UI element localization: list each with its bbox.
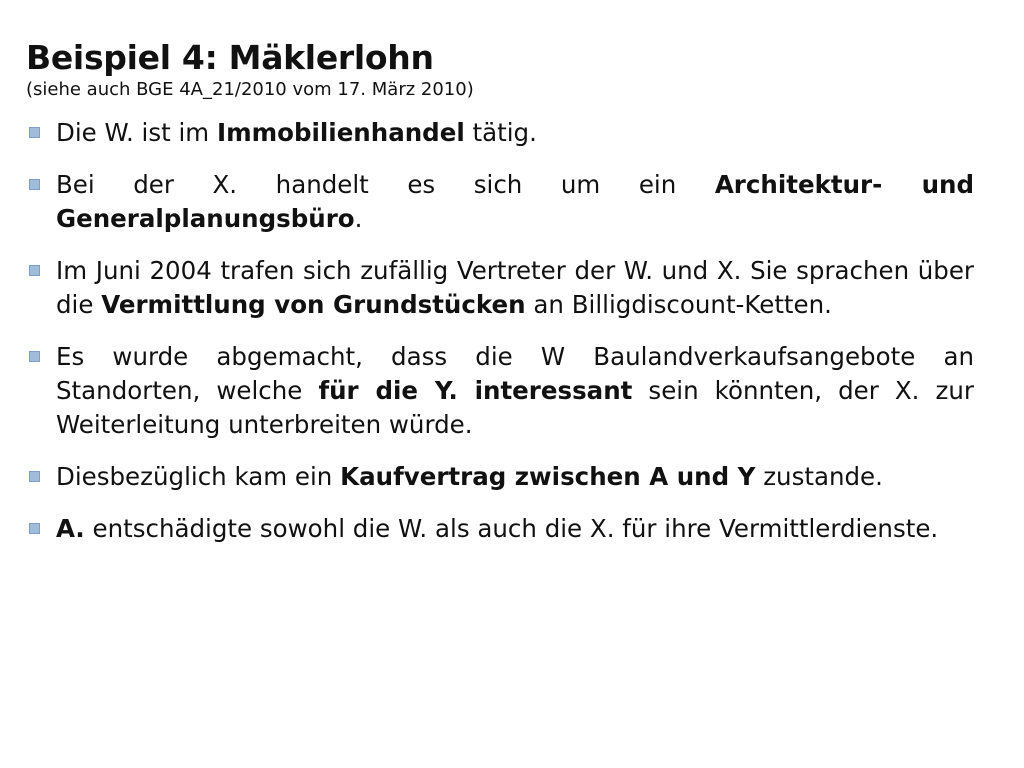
bullet-text-bold: Immobilienhandel — [216, 118, 465, 147]
bullet-item-3 — [26, 254, 974, 322]
bullet-text: entschädigte sowohl die W. als auch die X. für ihre Vermittlerdienste. — [84, 514, 939, 543]
slide-subtitle: (siehe auch BGE 4A_21/2010 vom 17. März 2010) — [26, 79, 474, 100]
bullet-text: Die W. ist im — [56, 118, 217, 147]
bullet-text: Im Juni 2004 trafen sich zufällig Vertreter der W. und X. Sie sprachen über die — [56, 256, 974, 319]
square-bullet-icon — [29, 127, 40, 138]
bullet-text: tätig. — [464, 118, 537, 147]
bullet-text-bold: Vermittlung von Grundstücken — [101, 290, 526, 319]
bullet-text: zustande. — [755, 462, 883, 491]
bullet-text-bold: A. — [56, 514, 85, 543]
bullet-text: sein könnten, der X. zur Weiterleitung unterbreiten würde. — [56, 376, 974, 439]
square-bullet-icon — [29, 471, 40, 482]
bullet-text-bold: Kaufvertrag zwischen A und Y — [340, 462, 756, 491]
square-bullet-icon — [29, 351, 40, 362]
square-bullet-icon — [29, 265, 40, 276]
bullet-text: Diesbezüglich kam ein — [56, 462, 341, 491]
bullet-item-2 — [26, 168, 974, 236]
bullet-list — [26, 116, 974, 546]
bullet-text: an Billigdiscount-Ketten. — [525, 290, 832, 319]
bullet-item-5 — [26, 460, 974, 494]
bullet-text: Bei der X. handelt es sich um ein — [56, 170, 715, 199]
bullet-text-bold: für die Y. interessant — [318, 376, 633, 405]
bullet-item-1 — [26, 116, 974, 150]
square-bullet-icon — [29, 523, 40, 534]
bullet-text: . — [354, 204, 363, 233]
bullet-text-bold: Architektur- und Generalplanungsbüro — [56, 170, 974, 233]
square-bullet-icon — [29, 179, 40, 190]
bullet-text: Es wurde abgemacht, dass die W Baulandverkaufsangebote an Standorten, welche — [56, 342, 974, 405]
bullet-item-6 — [26, 512, 974, 546]
bullet-item-4 — [26, 340, 974, 442]
slide-title: Beispiel 4: Mäklerlohn — [26, 38, 434, 77]
